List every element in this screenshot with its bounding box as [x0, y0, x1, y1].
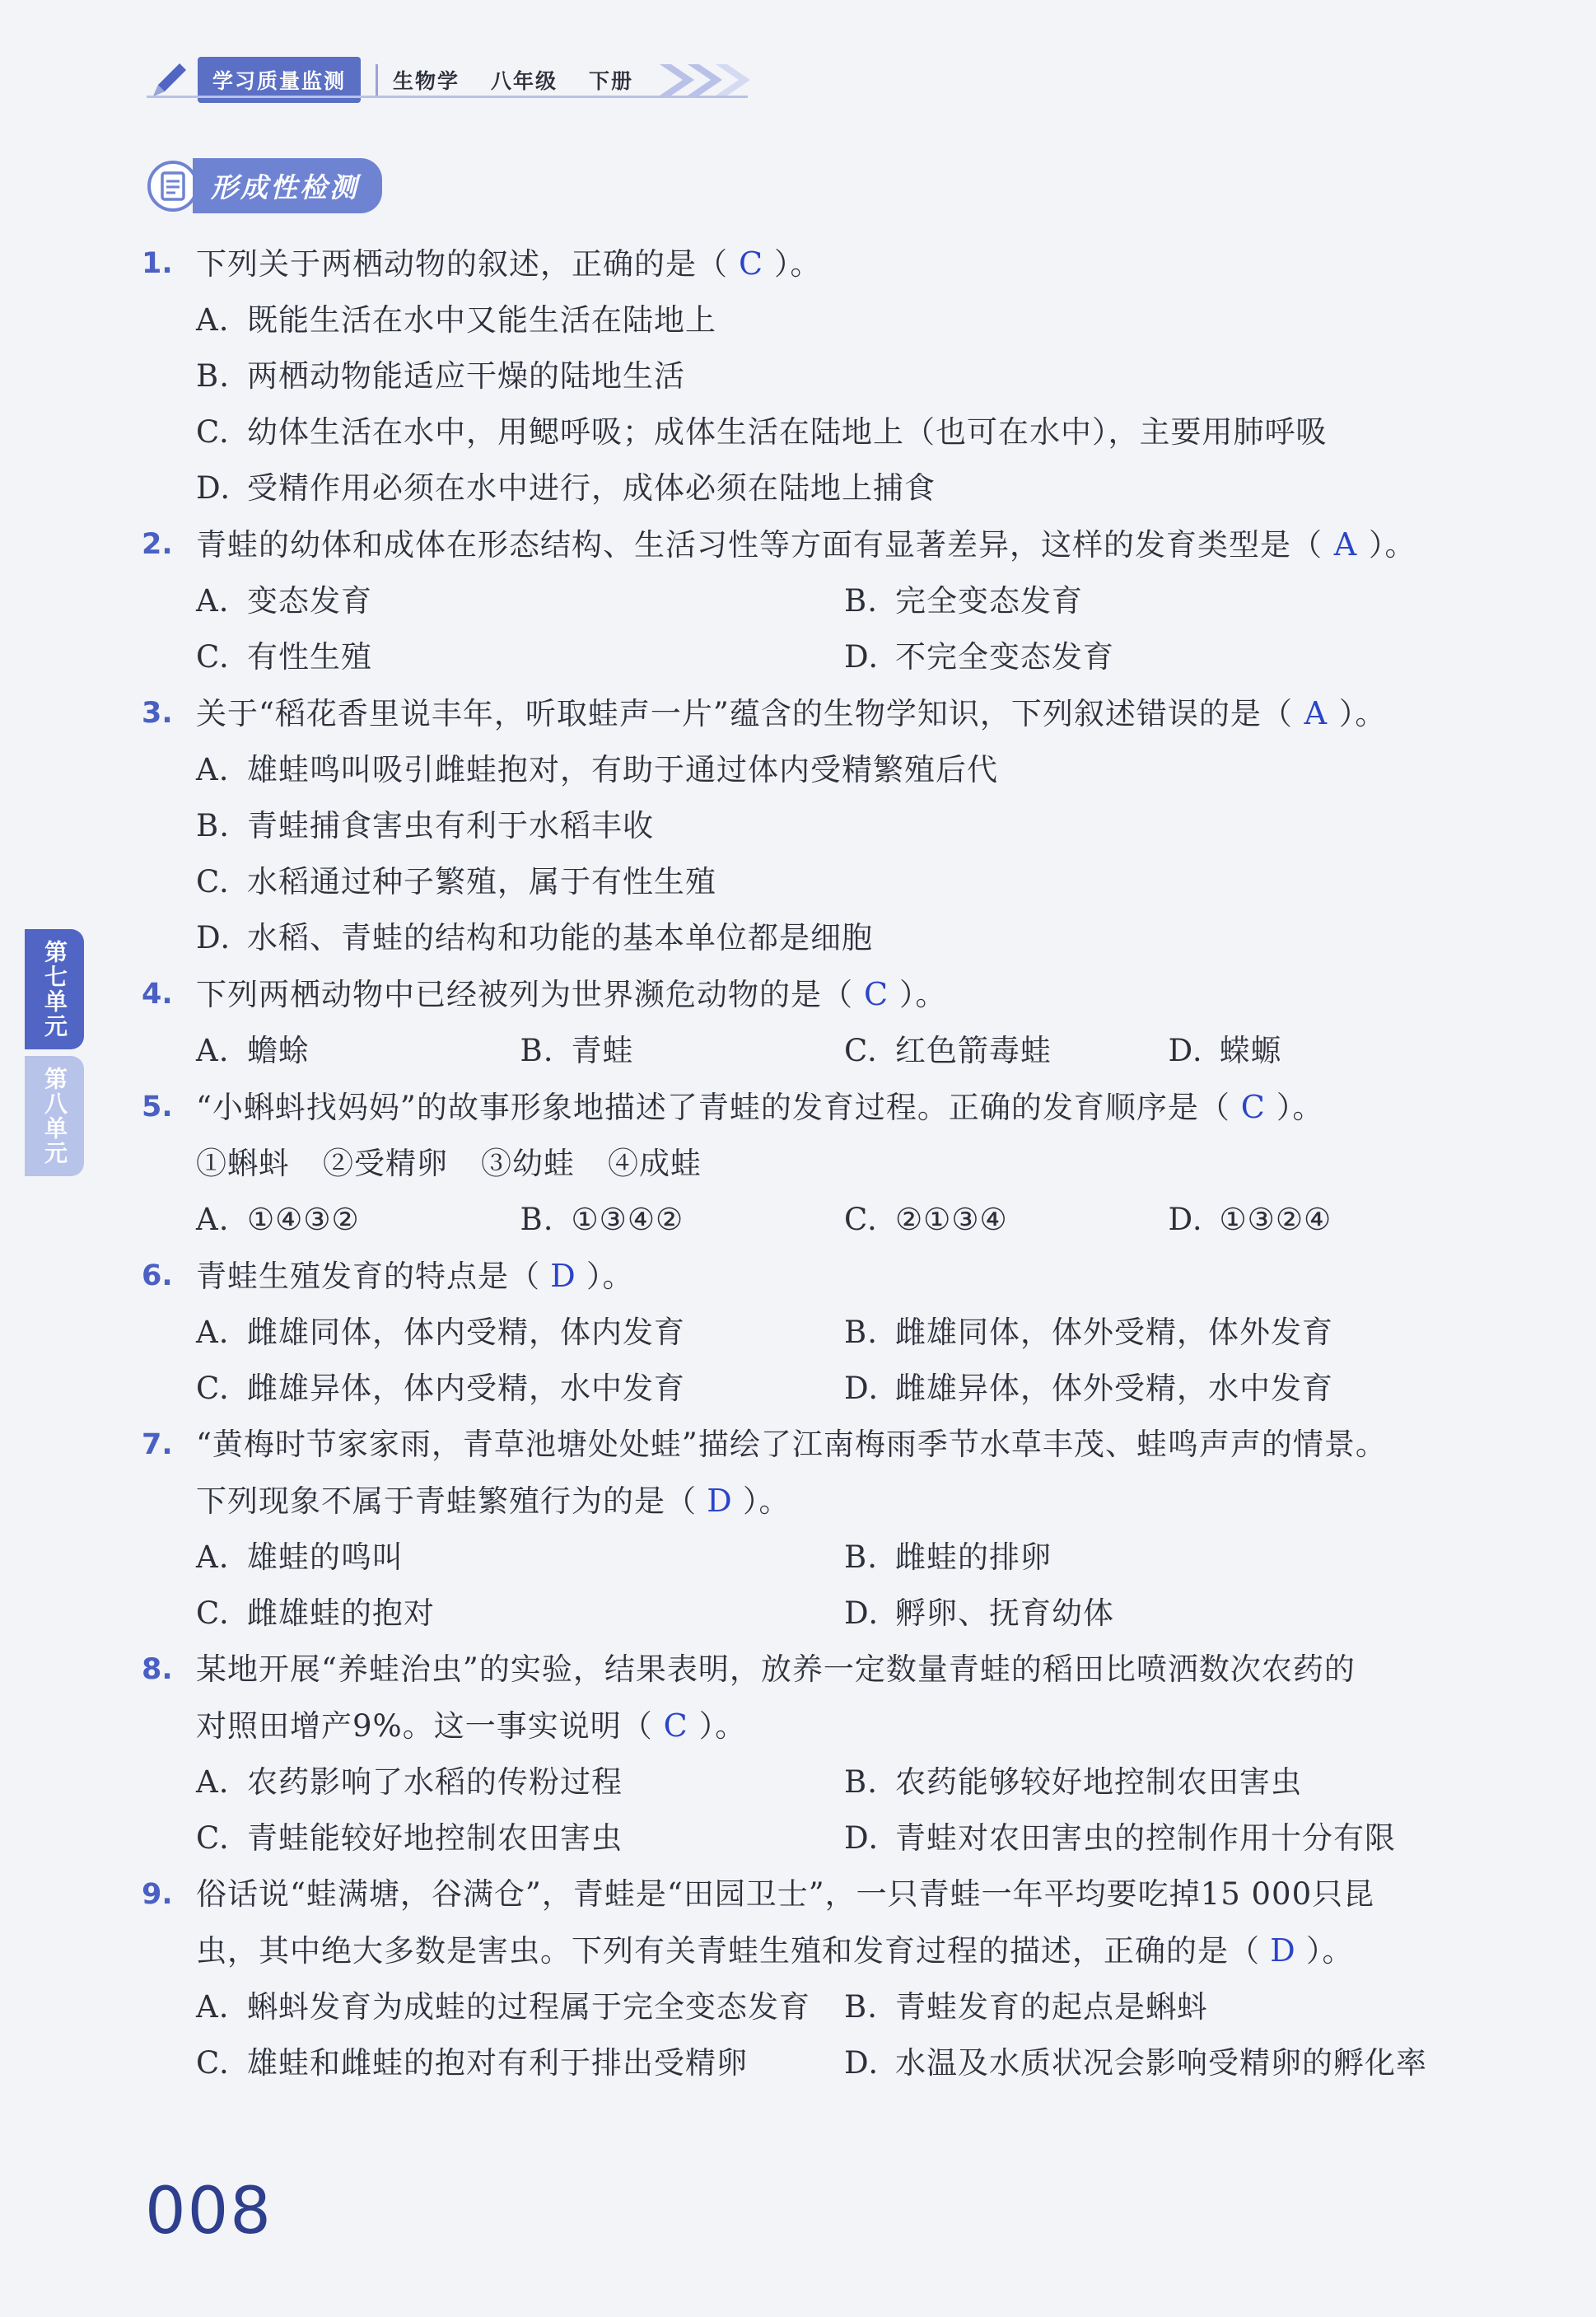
option-b[interactable]: B. 青蛙: [520, 1033, 634, 1068]
answer-mark: C: [738, 245, 764, 282]
option-list: [142, 1192, 1492, 1248]
option-d[interactable]: D. 水稻、青蛙的结构和功能的基本单位都是细胞: [196, 920, 873, 955]
option-c[interactable]: C. 有性生殖: [196, 639, 372, 675]
question-number: 5.: [142, 1091, 173, 1123]
option-c[interactable]: C. 雄蛙和雌蛙的抱对有利于排出受精卵: [196, 2045, 748, 2081]
option-a[interactable]: A. ①④③②: [196, 1202, 360, 1237]
sequence-items: [142, 1136, 1492, 1192]
question-list: [142, 236, 1492, 2091]
header-divider: [376, 64, 378, 96]
option-d[interactable]: D. 水温及水质状况会影响受精卵的孵化率: [844, 2045, 1427, 2081]
question-number: 1.: [142, 247, 173, 280]
header-rule: [147, 96, 748, 98]
option-c[interactable]: C. ②①③④: [844, 1202, 1008, 1237]
sequence-item: ③幼蛙: [481, 1146, 575, 1181]
option-c[interactable]: C. 水稻通过种子繁殖，属于有性生殖: [196, 864, 716, 899]
question-9: [142, 1866, 1492, 2091]
question-number: 4.: [142, 978, 173, 1011]
question-stem: “小蝌蚪找妈妈”的故事形象地描述了青蛙的发育过程。正确的发育顺序是（ C ）。: [196, 1079, 1492, 1136]
option-a[interactable]: A. 蟾蜍: [196, 1033, 310, 1068]
quiz-icon: [147, 160, 199, 213]
question-stem: 青蛙生殖发育的特点是（ D ）。: [196, 1248, 1492, 1305]
volume-label: 下册: [589, 69, 634, 93]
book-title: 学习质量监测: [198, 57, 361, 103]
side-tab-unit7[interactable]: [25, 929, 84, 1049]
side-tab-unit8-label: 第八单元: [41, 1067, 68, 1166]
question-4: [142, 966, 1492, 1079]
question-stem: 俗话说“蛙满塘，谷满仓”，青蛙是“田园卫士”，一只青蛙一年平均要吃掉15 000只昆 虫，其中绝大多数是害虫。下列有关青蛙生殖和发育过程的描述，正确的是（ D ）。: [196, 1866, 1492, 1979]
question-stem: 青蛙的幼体和成体在形态结构、生活习性等方面有显著差异，这样的发育类型是（ A ）。: [196, 516, 1492, 573]
option-b[interactable]: B. ①③④②: [520, 1202, 684, 1237]
question-stem: 下列关于两栖动物的叙述，正确的是（ C ）。: [196, 236, 1492, 292]
option-list: [142, 573, 1492, 685]
question-2: [142, 516, 1492, 685]
side-tab-unit7-label: 第七单元: [41, 940, 68, 1039]
running-header: [147, 51, 754, 109]
option-list: [142, 742, 1492, 966]
option-c[interactable]: C. 雌雄异体，体内受精，水中发育: [196, 1371, 685, 1406]
sequence-item: ④成蛙: [608, 1146, 702, 1181]
answer-mark: D: [550, 1258, 576, 1294]
section-heading: [147, 158, 382, 213]
option-b[interactable]: B. 雌蛙的排卵: [844, 1539, 1052, 1575]
question-6: [142, 1248, 1492, 1417]
question-3: [142, 685, 1492, 966]
question-number: 6.: [142, 1259, 173, 1292]
option-a[interactable]: A. 农药影响了水稻的传粉过程: [196, 1764, 623, 1800]
answer-mark: D: [707, 1483, 733, 1519]
subject-label: 生物学: [393, 69, 460, 93]
option-list: [142, 1305, 1492, 1417]
option-b[interactable]: B. 完全变态发育: [844, 583, 1083, 619]
option-a[interactable]: A. 既能生活在水中又能生活在陆地上: [196, 302, 716, 338]
option-d[interactable]: D. 青蛙对农田害虫的控制作用十分有限: [844, 1820, 1396, 1856]
option-c[interactable]: C. 雌雄蛙的抱对: [196, 1595, 435, 1631]
question-1: [142, 236, 1492, 516]
option-a[interactable]: A. 雄蛙鸣叫吸引雌蛙抱对，有助于通过体内受精繁殖后代: [196, 752, 998, 787]
section-title: 形成性检测: [193, 158, 382, 213]
option-d[interactable]: D. 不完全变态发育: [844, 639, 1114, 675]
page-number: 008: [145, 2175, 273, 2249]
question-7: [142, 1417, 1492, 1642]
option-b[interactable]: B. 两栖动物能适应干燥的陆地生活: [196, 358, 685, 394]
answer-mark: D: [1270, 1932, 1296, 1969]
answer-mark: C: [663, 1707, 688, 1744]
option-b[interactable]: B. 青蛙捕食害虫有利于水稻丰收: [196, 808, 654, 843]
option-a[interactable]: A. 雄蛙的鸣叫: [196, 1539, 404, 1575]
question-number: 8.: [142, 1653, 173, 1686]
option-d[interactable]: D. 雌雄异体，体外受精，水中发育: [844, 1371, 1333, 1406]
option-a[interactable]: A. 变态发育: [196, 583, 372, 619]
answer-mark: C: [863, 976, 889, 1012]
option-list: [142, 292, 1492, 516]
option-d[interactable]: D. 蝾螈: [1168, 1033, 1282, 1068]
option-d[interactable]: D. 受精作用必须在水中进行，成体必须在陆地上捕食: [196, 470, 936, 506]
question-5: [142, 1079, 1492, 1248]
option-d[interactable]: D. ①③②④: [1168, 1202, 1332, 1237]
answer-mark: C: [1240, 1089, 1266, 1125]
option-list: [142, 1754, 1492, 1866]
option-a[interactable]: A. 蝌蚪发育为成蛙的过程属于完全变态发育: [196, 1989, 810, 2025]
question-stem: 某地开展“养蛙治虫”的实验，结果表明，放养一定数量青蛙的稻田比喷洒数次农药的 对照田增产9%。这一事实说明（ C ）。: [196, 1642, 1492, 1754]
option-b[interactable]: B. 农药能够较好地控制农田害虫: [844, 1764, 1302, 1800]
option-list: [142, 1023, 1492, 1079]
question-8: [142, 1642, 1492, 1866]
question-number: 9.: [142, 1878, 173, 1911]
grade-label: 八年级: [491, 69, 558, 93]
question-number: 3.: [142, 697, 173, 730]
question-stem: 下列两栖动物中已经被列为世界濒危动物的是（ C ）。: [196, 966, 1492, 1023]
sequence-item: ①蝌蚪: [196, 1146, 290, 1181]
option-c[interactable]: C. 青蛙能较好地控制农田害虫: [196, 1820, 623, 1856]
side-tab-unit8[interactable]: [25, 1056, 84, 1176]
option-c[interactable]: C. 幼体生活在水中，用鳃呼吸；成体生活在陆地上（也可在水中），主要用肺呼吸: [196, 414, 1328, 450]
option-c[interactable]: C. 红色箭毒蛙: [844, 1033, 1052, 1068]
option-d[interactable]: D. 孵卵、抚育幼体: [844, 1595, 1114, 1631]
sequence-item: ②受精卵: [323, 1146, 448, 1181]
option-b[interactable]: B. 雌雄同体，体外受精，体外发育: [844, 1315, 1333, 1350]
option-list: [142, 1979, 1492, 2091]
question-number: 2.: [142, 528, 173, 561]
answer-mark: A: [1304, 695, 1328, 731]
question-number: 7.: [142, 1428, 173, 1461]
question-stem: 关于“稻花香里说丰年，听取蛙声一片”蕴含的生物学知识，下列叙述错误的是（ A ）。: [196, 685, 1492, 742]
option-list: [142, 1530, 1492, 1642]
chevron-decoration-icon: [655, 59, 754, 100]
option-a[interactable]: A. 雌雄同体，体内受精，体内发育: [196, 1315, 685, 1350]
option-b[interactable]: B. 青蛙发育的起点是蝌蚪: [844, 1989, 1208, 2025]
question-stem: “黄梅时节家家雨，青草池塘处处蛙”描绘了江南梅雨季节水草丰茂、蛙鸣声声的情景。 下列现象不属于青蛙繁殖行为的是（ D ）。: [196, 1417, 1492, 1530]
answer-mark: A: [1333, 526, 1358, 563]
